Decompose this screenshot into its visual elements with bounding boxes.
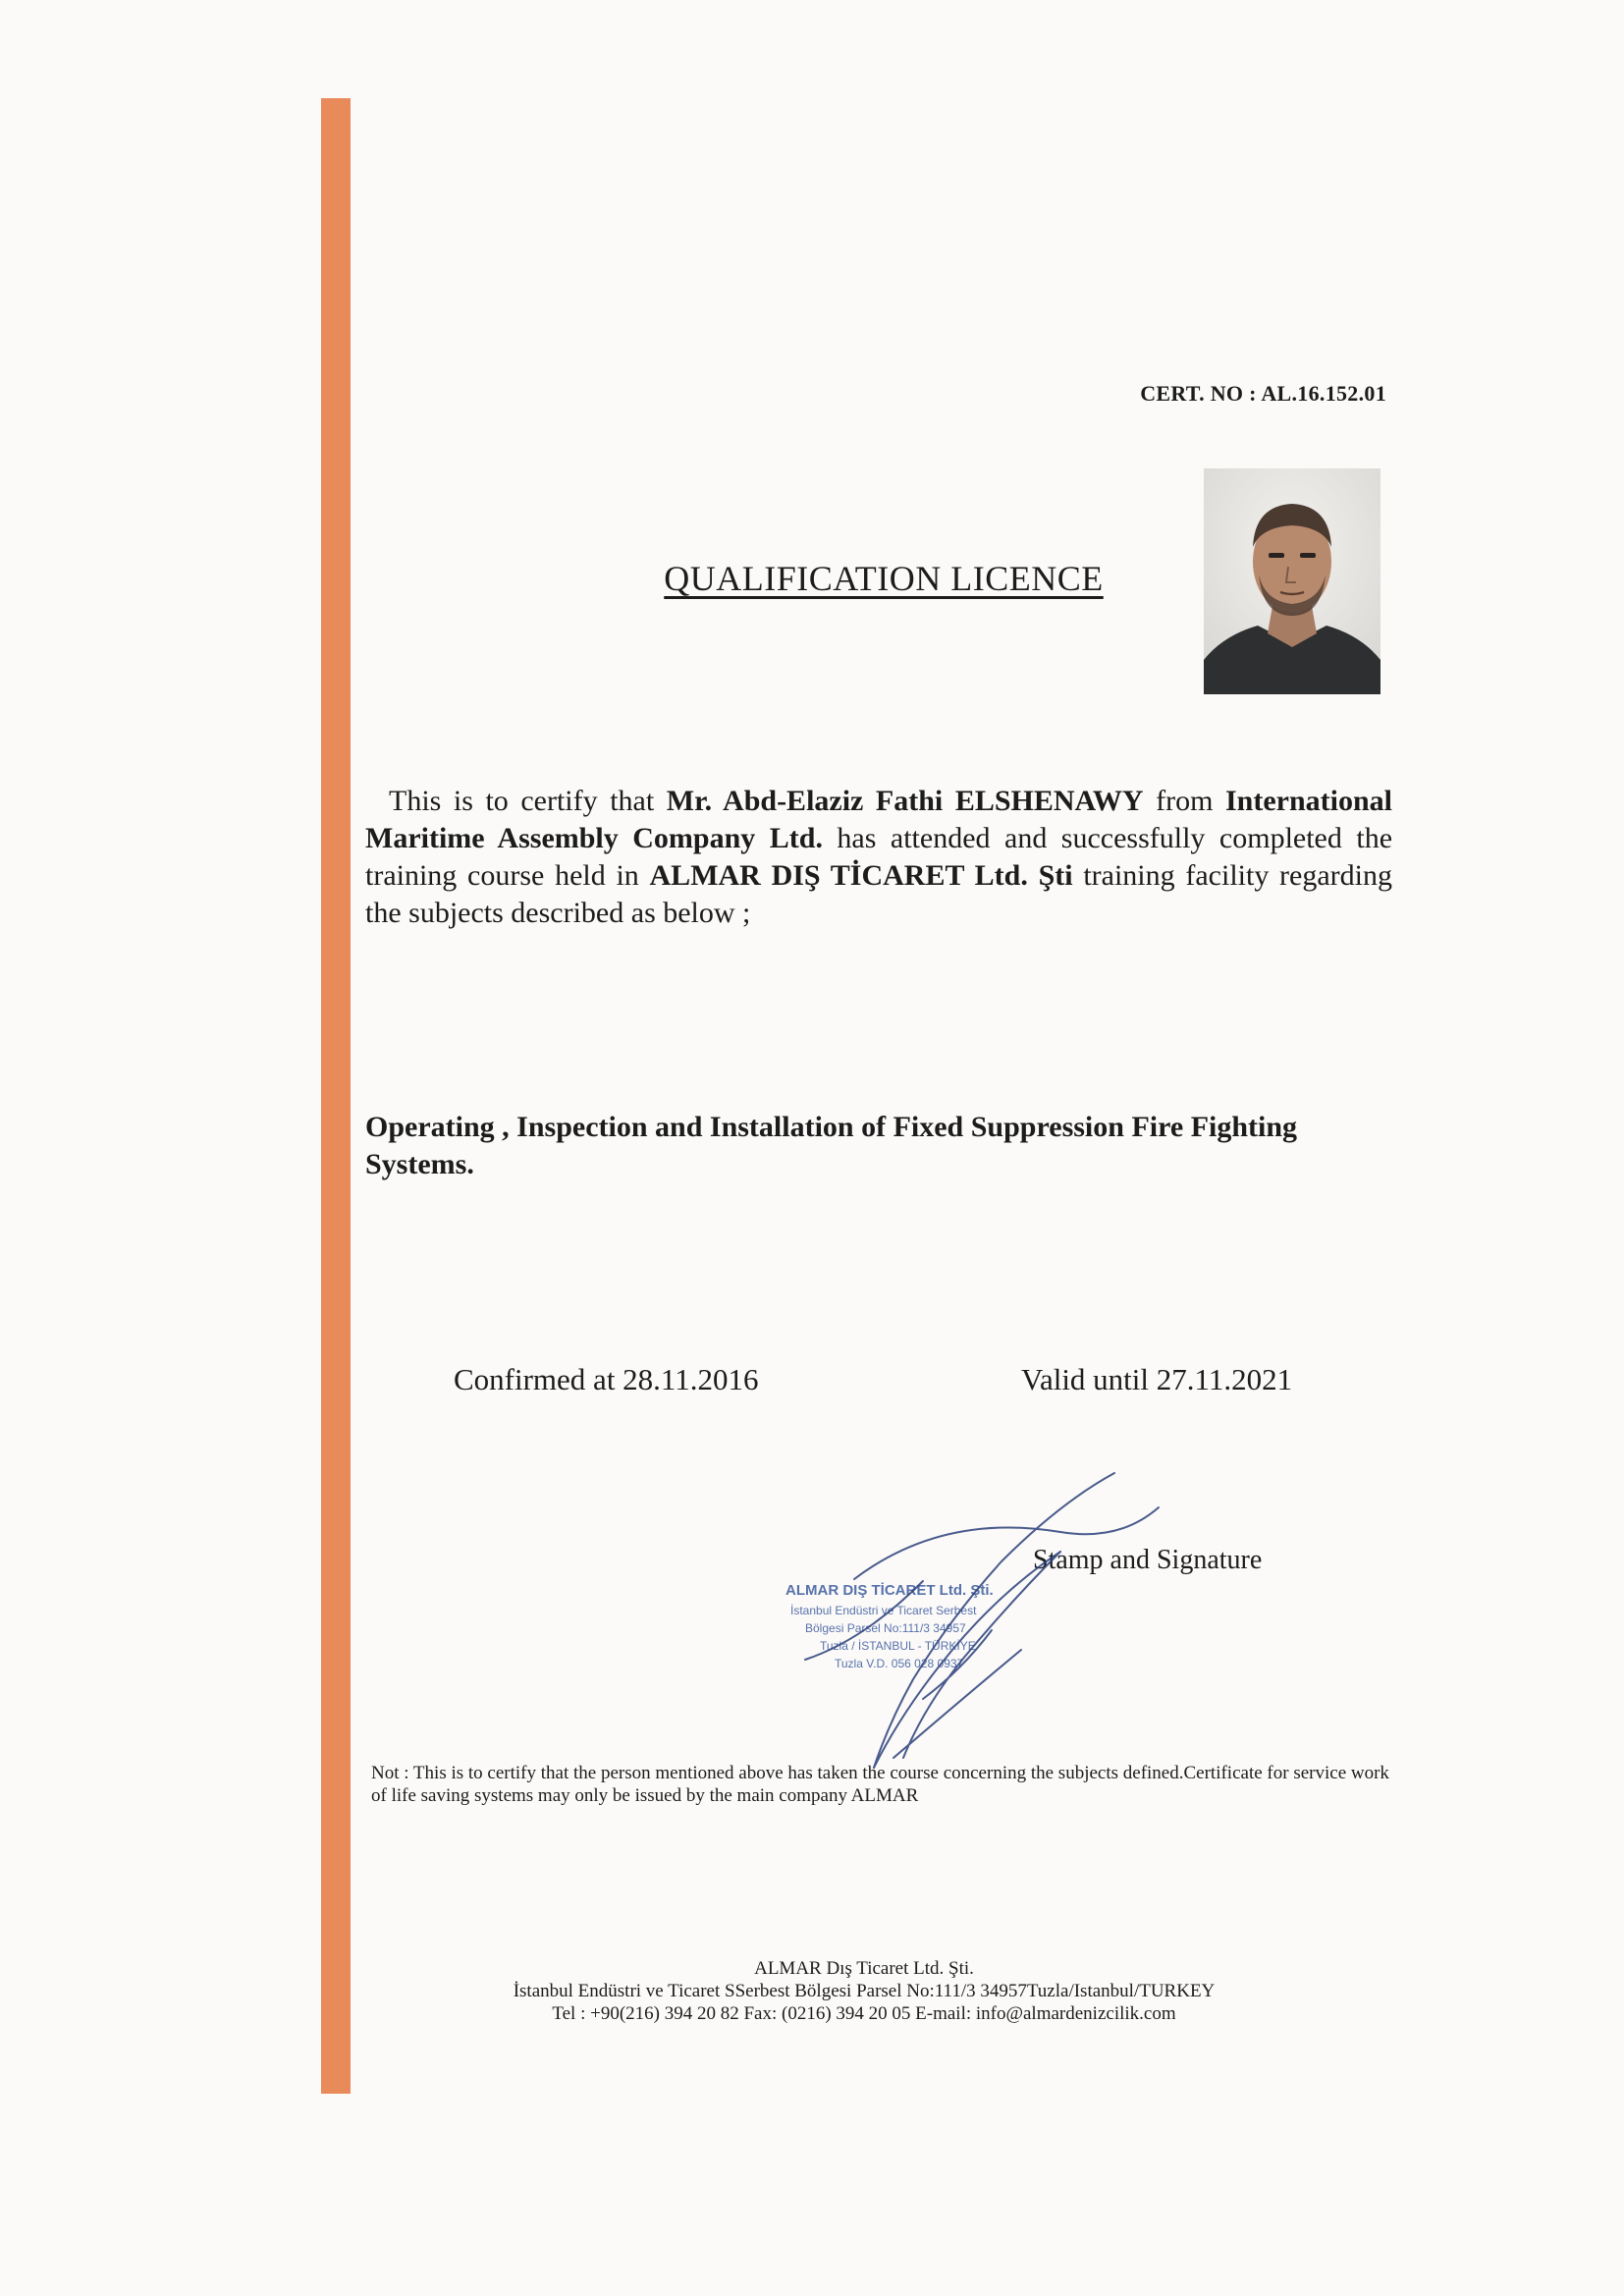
footer-contact: Tel : +90(216) 394 20 82 Fax: (0216) 394 20 05 E-mail: info@almardenizcilik.com [552,2003,1176,2024]
stamp-line-5: Tuzla V.D. 056 028 0937 [835,1657,964,1670]
page-title: QUALIFICATION LICENCE [664,559,1104,598]
certificate-note: Not : This is to certify that the person mentioned above has taken the course concerning the subjects defined.Certificate for service work of life saving systems may only be issued by the main company ALMAR [371,1763,1389,1806]
valid-until-date: Valid until 27.11.2021 [1021,1362,1293,1396]
training-facility: ALMAR DIŞ TİCARET Ltd. Şti [649,859,1073,892]
handwritten-signature [766,1453,1198,1787]
footer-company-name: ALMAR Dış Ticaret Ltd. Şti. [754,1958,974,1979]
stamp-line-2: İstanbul Endüstri ve Ticaret Serbest [790,1604,977,1617]
footer-address: İstanbul Endüstri ve Ticaret SSerbest Bölgesi Parsel No:111/3 34957Tuzla/Istanbul/TURKEY [513,1981,1216,2001]
certification-statement [365,783,1392,932]
certificate-number: CERT. NO : AL.16.152.01 [1140,381,1386,406]
intro-text-1: This is to certify that [389,785,667,817]
intro-text-3: has attended and successfully completed the training course held in [365,822,1393,892]
stamp-and-signature-label: Stamp and Signature [1033,1545,1263,1575]
orange-side-bar [321,98,351,2094]
intro-text-2: from [1143,785,1225,817]
stamp-line-3: Bölgesi Parsel No:111/3 34957 [805,1621,966,1635]
stamp-line-1: ALMAR DIŞ TİCARET Ltd. Şti. [785,1582,994,1599]
company-footer [442,1957,1286,2025]
person-portrait-icon [1204,468,1380,694]
course-subject: Operating , Inspection and Installation of Fixed Suppression Fire Fighting Systems. [365,1111,1298,1180]
confirmed-date: Confirmed at 28.11.2016 [454,1362,759,1396]
intro-text-4: training facility regarding the subjects described as below ; [365,859,1393,929]
holder-name: Mr. Abd-Elaziz Fathi ELSHENAWY [666,785,1144,817]
holder-photo [1204,468,1380,694]
holder-company: International Maritime Assembly Company Ltd. [365,785,1392,854]
stamp-line-4: Tuzla / İSTANBUL - TÜRKİYE [820,1639,976,1653]
